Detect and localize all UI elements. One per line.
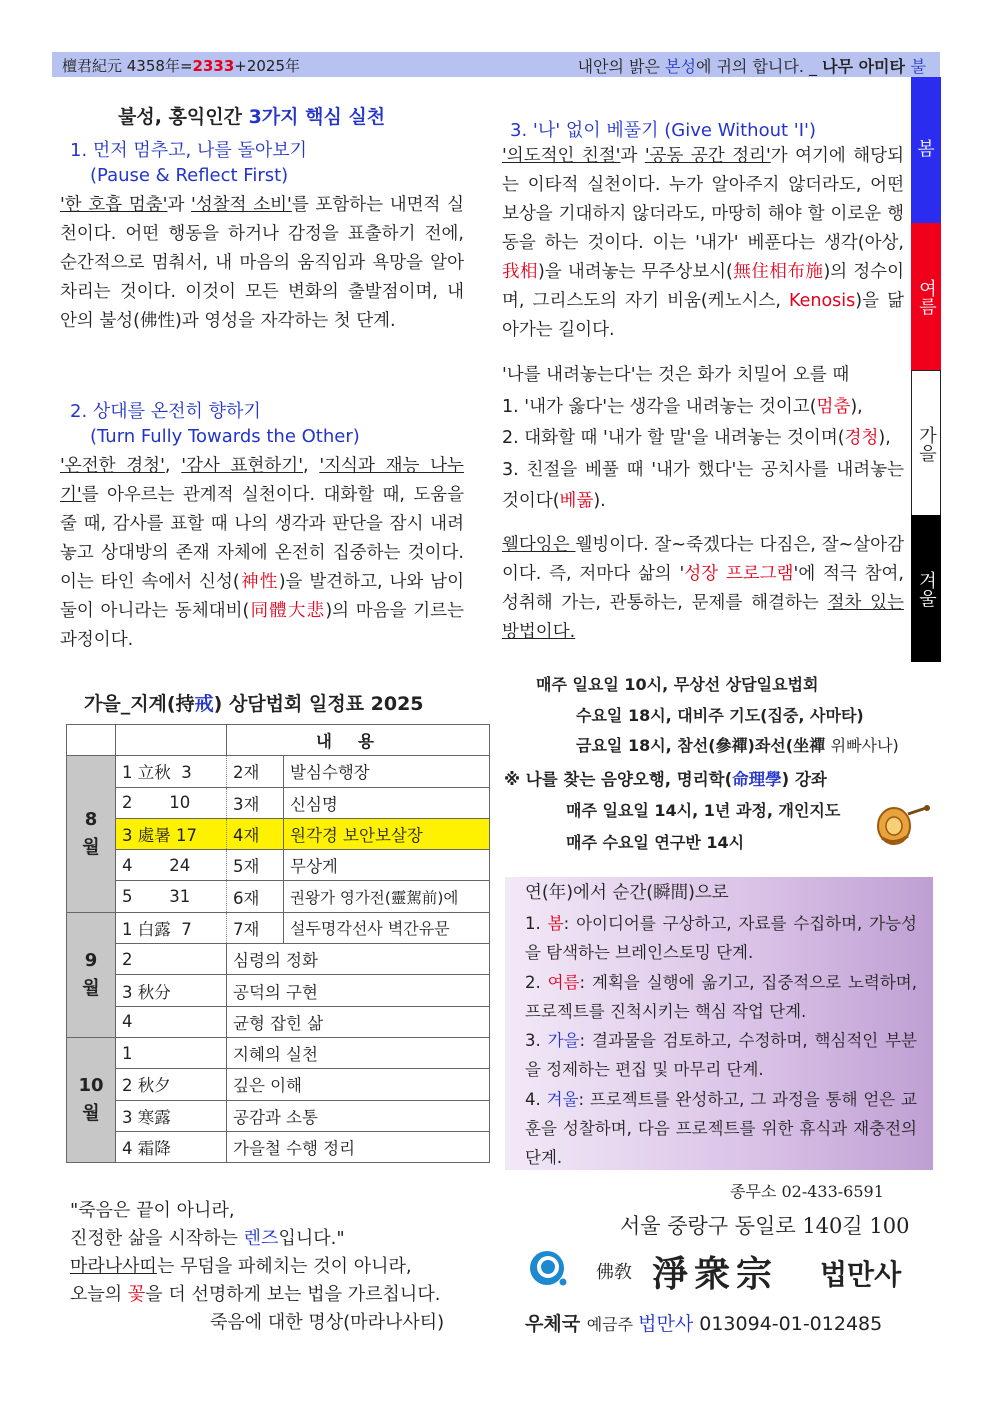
table-row: 4 霜降 가을철 수행 정리 bbox=[67, 1131, 490, 1162]
weekly-wednesday: 수요일 18시, 대비주 기도(집중, 사마타) bbox=[576, 706, 864, 725]
temple-logo-icon bbox=[527, 1248, 567, 1288]
item2-title: 2. 상대를 온전히 향하기 bbox=[70, 401, 261, 422]
process-list bbox=[525, 909, 917, 1173]
item1-body: '한 호흡 멈춤'과 '성찰적 소비'를 포함하는 내면적 실천이다. 어떤 행동을 하거나 감정을 표출하기 전에, 순간적으로 멈춰서, 내 마음의 움직임과 욕망을 알아차리는 것이다. 이것이 모든 변화의 출발점이며, 내 안의 불성(佛性)과 영성을 자각하는 첫 단계. bbox=[60, 195, 464, 331]
table-row: 10 월 1 지혜의 실천 bbox=[67, 1037, 490, 1068]
process-item-winter: 4. 겨울: 프로젝트를 완성하고, 그 과정을 통해 얻은 교훈을 성찰하며, 다음 프로젝트를 위한 휴식과 재충전의 단계. bbox=[525, 1089, 917, 1168]
letgo-item-2: 2. 대화할 때 '내가 할 말'을 내려놓는 것이며(경청), bbox=[502, 428, 891, 448]
letgo-list bbox=[502, 360, 904, 518]
schedule-table bbox=[66, 724, 490, 1163]
item1-title: 1. 먼저 멈추고, 나를 돌아보기 bbox=[70, 140, 308, 161]
weekly-lecture-wednesday: 매주 수요일 연구반 14시 bbox=[566, 833, 745, 852]
table-row: 2 秋夕 깊은 이해 bbox=[67, 1069, 490, 1100]
season-winter: 겨울 bbox=[911, 515, 941, 662]
weekly-friday: 금요일 18시, 참선(參禪)좌선(坐禪 위빠사나) bbox=[576, 736, 899, 755]
item3-title: 3. '나' 없이 베풀기 (Give Without 'I') bbox=[510, 120, 817, 141]
office-phone: 종무소 02-433-6591 bbox=[730, 1182, 884, 1201]
temple-sect: 淨衆宗 bbox=[652, 1253, 779, 1295]
month-august: 8 월 bbox=[67, 756, 116, 912]
schedule-title: 가을_지계(持戒) 상담법회 일정표 2025 bbox=[84, 693, 424, 715]
temple-prefix: 佛敎 bbox=[596, 1262, 632, 1283]
table-row: 9 월 1 白露 7 7재 설두명각선사 벽간유문 bbox=[67, 912, 490, 943]
letgo-item-1: 1. '내가 옳다'는 생각을 내려놓는 것이고(멈춤), bbox=[502, 396, 863, 417]
weekly-sunday: 매주 일요일 10시, 무상선 상담일요법회 bbox=[536, 675, 819, 694]
item1-subtitle: (Pause & Reflect First) bbox=[90, 165, 289, 186]
letgo-item-3: 3. 친절을 베풀 때 '내가 했다'는 공치사를 내려놓는 것이다(베풂). bbox=[502, 459, 904, 511]
weekly-lecture: ※ 나를 찾는 음양오행, 명리학(命理學) 강좌 bbox=[504, 770, 827, 789]
item3-body: '의도적인 친절'과 '공동 공간 정리'가 여기에 해당되는 이타적 실천이다. 누가 알아주지 않더라도, 어떤 보상을 기대하지 않더라도, 마땅히 해야 할 이로운 행동을 하는 것이다. 이는 '내가' 베푼다는 생각(아상, 我相)을 내려놓는 무주상보시(無住相布施)의 정수이며, 그리스도의 자기 비움(케노시스, Kenosis)을 닮아가는 길이다. bbox=[502, 146, 905, 340]
table-row: 4 24 5재 무상게 bbox=[67, 850, 490, 881]
bank-account: 우체국 예금주 법만사 013094-01-012485 bbox=[525, 1313, 883, 1335]
welldying-paragraph: 웰다잉은 웰빙이다. 잘~죽겠다는 다짐은, 잘~살아감이다. 즉, 저마다 삶의 '성장 프로그램'에 적극 참여, 성취해 가는, 관통하는, 문제를 해결하는 절차 있는 방법이다. bbox=[502, 535, 904, 642]
weekly-lecture-sunday: 매주 일요일 14시, 1년 과정, 개인지도 bbox=[566, 801, 841, 820]
section-title: 불성, 홍익인간 3가지 핵심 실천 bbox=[118, 106, 386, 128]
table-row: 3 秋分 공덕의 구현 bbox=[67, 975, 490, 1006]
month-september: 9 월 bbox=[67, 912, 116, 1037]
table-header-content: 내용 bbox=[227, 725, 490, 756]
season-summer: 여름 bbox=[911, 223, 941, 370]
gong-icon bbox=[874, 800, 930, 848]
top-banner bbox=[52, 52, 940, 77]
calendar-era: 檀君紀元 4358年=2333+2025年 bbox=[62, 57, 301, 75]
letgo-intro: '나를 내려놓는다'는 것은 화가 치밀어 오를 때 bbox=[502, 365, 850, 385]
table-row: 8 월 1 立秋 3 2재 발심수행장 bbox=[67, 756, 490, 787]
month-october: 10 월 bbox=[67, 1037, 116, 1162]
quote-source: 죽음에 대한 명상(마라나사티) bbox=[210, 1312, 445, 1333]
table-row: 5 31 6재 권왕가 영가전(靈駕前)에 bbox=[67, 881, 490, 912]
refuge-motto: 내안의 밝은 본성에 귀의 합니다. _ 나무 아미타 불 bbox=[577, 57, 926, 76]
process-box bbox=[505, 877, 933, 1170]
table-row: 4 균형 잡힌 삶 bbox=[67, 1006, 490, 1037]
item2-subtitle: (Turn Fully Towards the Other) bbox=[90, 426, 360, 447]
process-item-autumn: 3. 가을: 결과물을 검토하고, 수정하며, 핵심적인 부분을 정제하는 편집 및 마무리 단계. bbox=[525, 1031, 917, 1080]
table-header-row bbox=[67, 725, 490, 756]
table-row: 2 심령의 정화 bbox=[67, 944, 490, 975]
address: 서울 중랑구 동일로 140길 100 bbox=[620, 1214, 910, 1238]
table-row: 2 10 3재 신심명 bbox=[67, 787, 490, 818]
process-title: 연(年)에서 순간(瞬間)으로 bbox=[525, 883, 729, 903]
quote-block: "죽음은 끝이 아니라, 진정한 삶을 시작하는 렌즈입니다." 마라나사띠는 무덤을 파헤치는 것이 아니라, 오늘의 꽃을 더 선명하게 보는 법을 가르칩니다. 죽음에 대한 명상(마라나사티) bbox=[70, 1197, 444, 1337]
process-item-spring: 1. 봄: 아이디어를 구상하고, 자료를 수집하며, 가능성을 탐색하는 브레인스토밍 단계. bbox=[525, 914, 917, 963]
item2-body: '온전한 경청', '감사 표현하기', '지식과 재능 나누기'를 아우르는 관계적 실천이다. 대화할 때, 도움을 줄 때, 감사를 표할 때 나의 생각과 판단을 잠시 내려놓고 상대방의 존재 자체에 온전히 집중하는 것이다. 이는 타인 속에서 신성(神性)을 발견하고, 나와 남이 둘이 아니라는 동체대비(同體大悲)의 마음을 기르는 과정이다. bbox=[60, 456, 464, 650]
temple-name: 법만사 bbox=[820, 1258, 902, 1291]
season-autumn: 가을 bbox=[911, 370, 941, 517]
process-item-summer: 2. 여름: 계획을 실행에 옮기고, 집중적으로 노력하며, 프로젝트를 진척시키는 핵심 작업 단계. bbox=[525, 972, 917, 1021]
table-row-highlighted: 3 處暑 17 4재 원각경 보안보살장 bbox=[67, 818, 490, 849]
season-spring: 봄 bbox=[911, 77, 941, 223]
table-row: 3 寒露 공감과 소통 bbox=[67, 1100, 490, 1131]
